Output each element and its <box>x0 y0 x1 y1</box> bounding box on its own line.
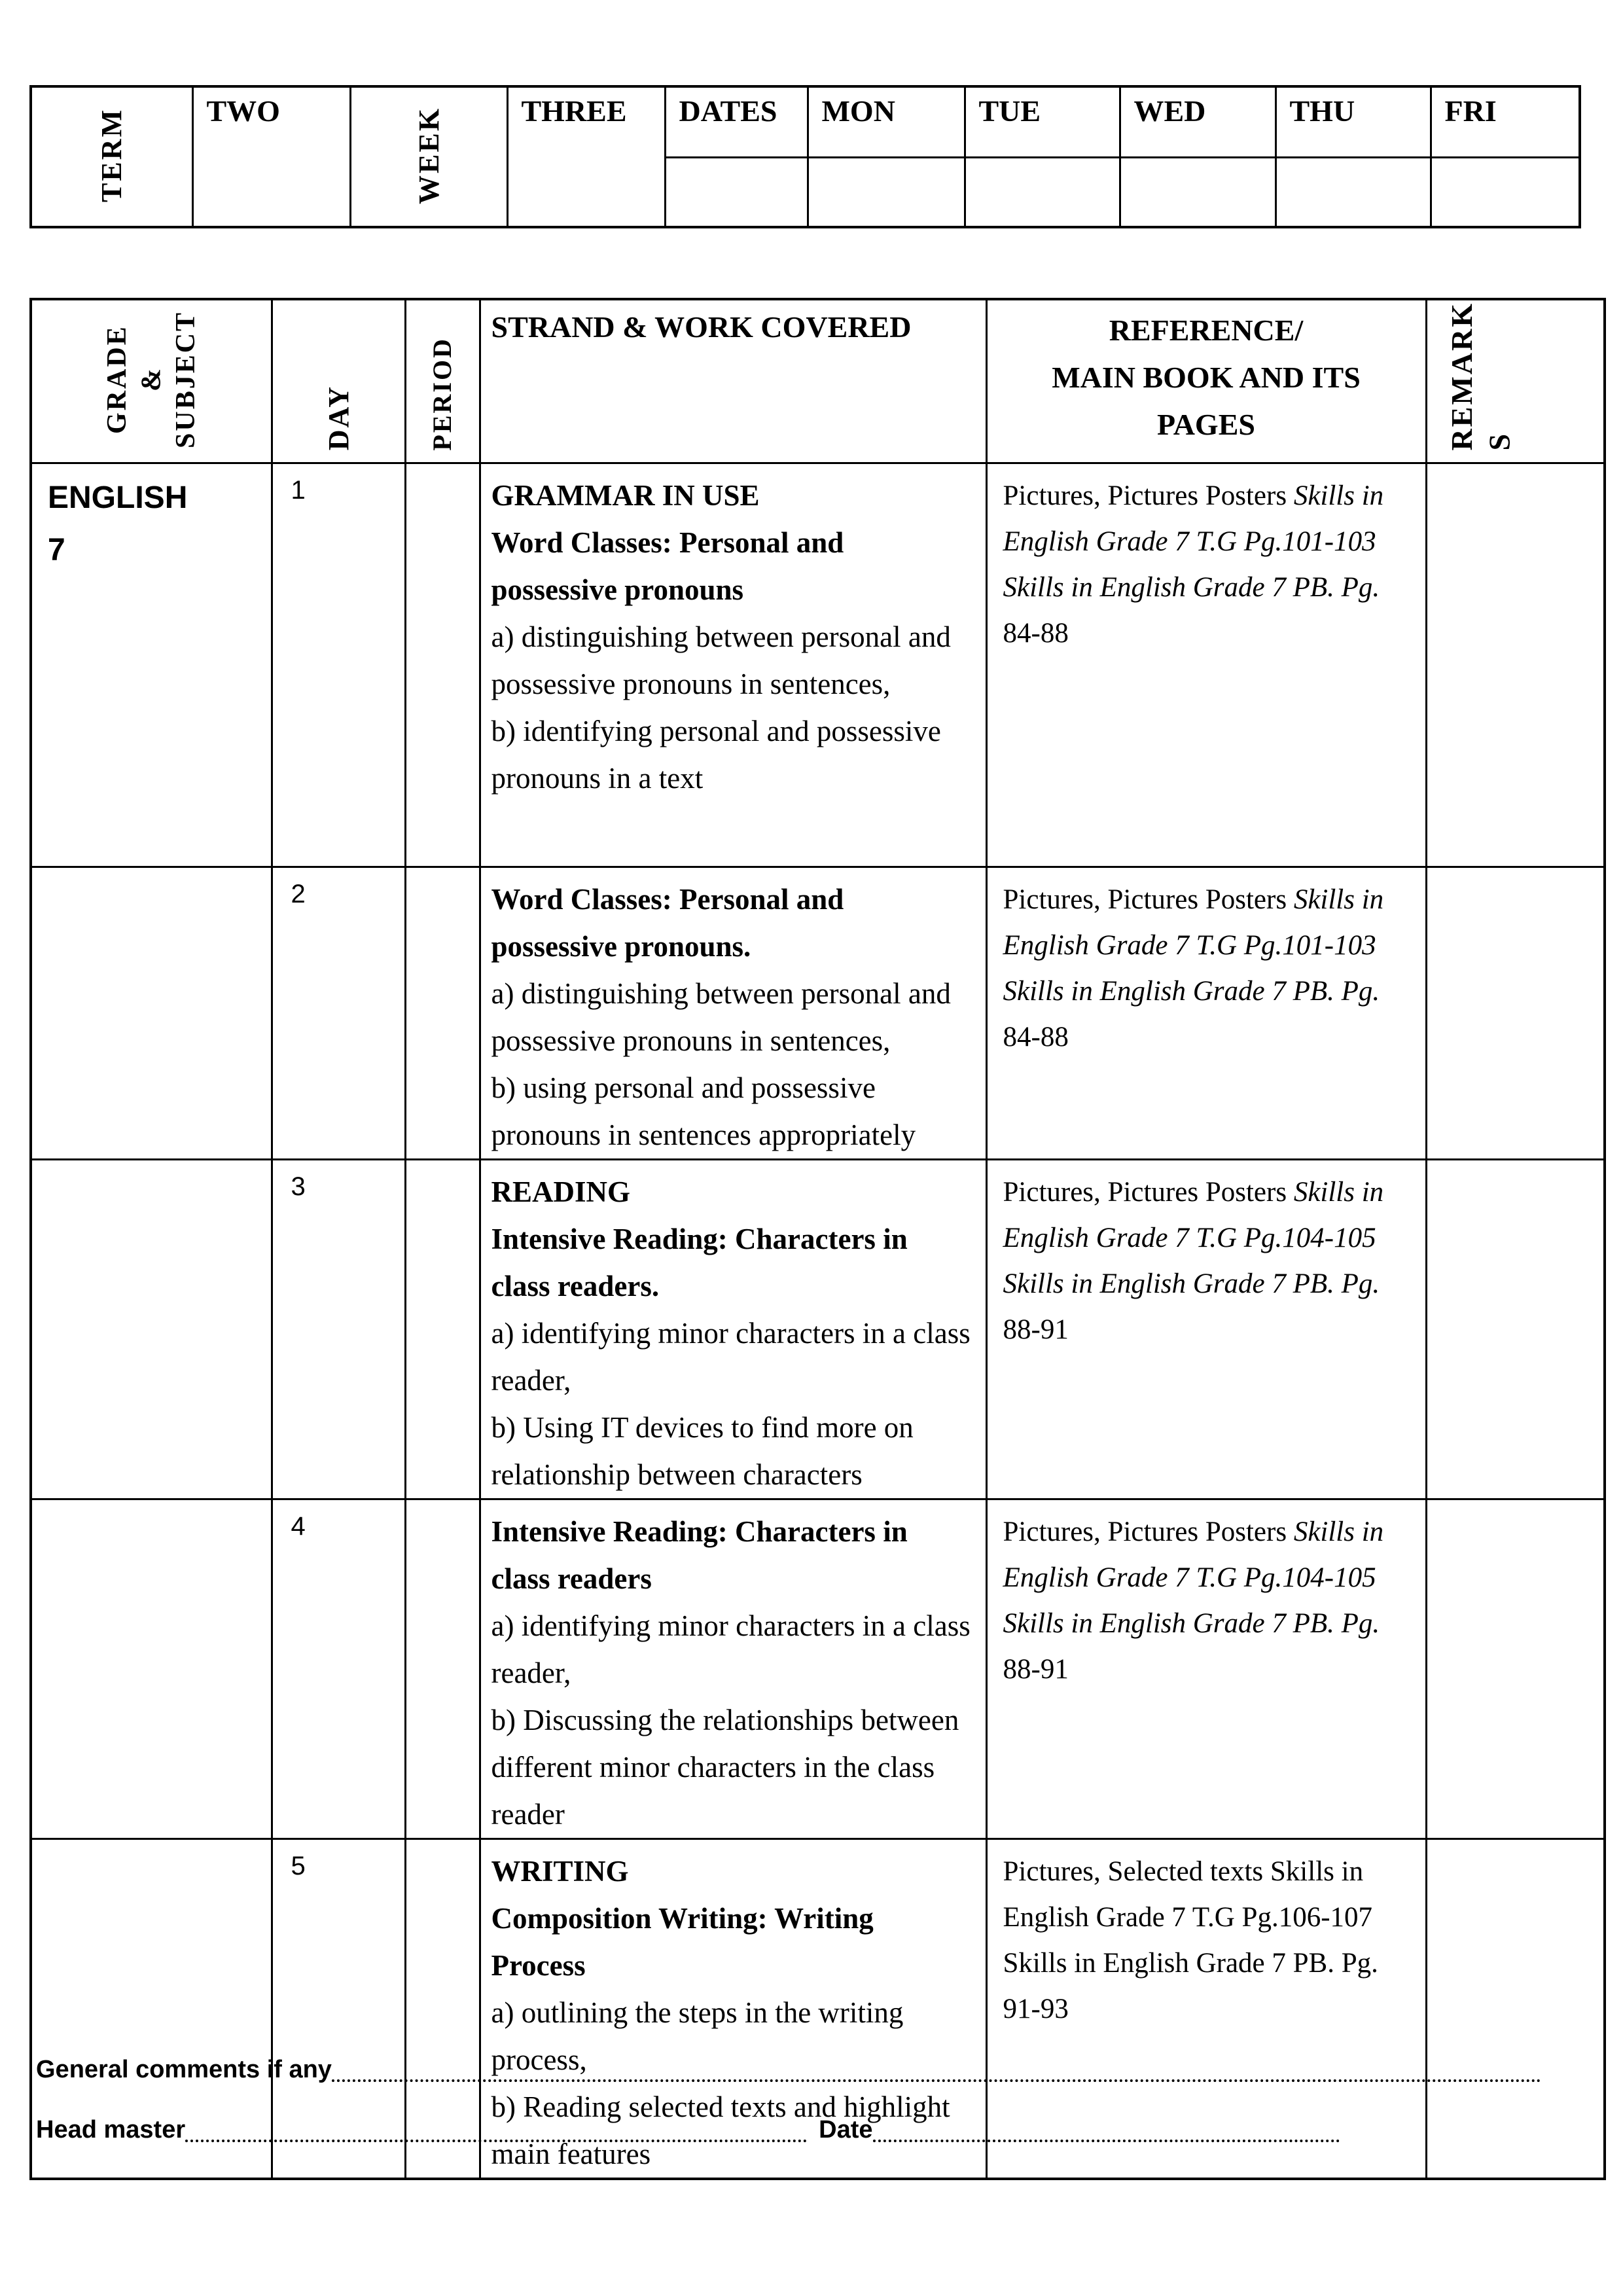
date-label: Date <box>819 2116 873 2144</box>
date-dotted-line <box>873 2117 1340 2142</box>
strand-topic: READING <box>491 1175 631 1208</box>
day-cell: 1 <box>272 463 405 867</box>
strand-topic: WRITING <box>491 1854 629 1888</box>
head-master-dotted-line <box>185 2117 807 2142</box>
strand-item-a: a) distinguishing between personal and possessive pronouns in sentences, <box>491 977 951 1057</box>
term-value: TWO <box>206 94 280 128</box>
period-cell <box>405 463 480 867</box>
grade-subject-header: GRADE & SUBJECT <box>101 310 201 448</box>
grade-subject-cell <box>31 1159 272 1499</box>
fri-value-cell <box>1431 157 1580 227</box>
remarks-cell <box>1426 1839 1605 2179</box>
tue-value-cell <box>965 157 1120 227</box>
general-comments-row <box>36 2055 1541 2085</box>
strand-cell <box>480 1499 986 1839</box>
reference-cell: Pictures, Pictures Posters Skills in English Grade 7 T.G Pg.101-103 Skills in English Grade 7 PB. Pg. 84-88 <box>986 867 1426 1159</box>
strand-header-cell <box>480 299 986 463</box>
grade-subject-cell <box>31 1499 272 1839</box>
strand-item-a: a) distinguishing between personal and possessive pronouns in sentences, <box>491 620 951 700</box>
period-cell <box>405 1159 480 1499</box>
mon-label: MON <box>821 94 895 128</box>
head-master-label: Head master <box>36 2116 186 2144</box>
mon-header-cell <box>808 86 965 157</box>
term-value-cell <box>192 86 350 227</box>
term-label: TERM <box>96 108 128 202</box>
strand-topic: Intensive Reading: Characters in class readers <box>491 1515 908 1595</box>
table-row <box>31 1159 1605 1499</box>
day-cell: 4 <box>272 1499 405 1839</box>
strand-item-b: b) using personal and possessive pronouns in sentences appropriately <box>491 1071 916 1151</box>
remarks-cell <box>1426 463 1605 867</box>
week-label: WEEK <box>412 106 445 204</box>
grade-subject-cell <box>31 867 272 1159</box>
week-header-cell <box>350 86 507 227</box>
dates-header-cell <box>665 86 808 157</box>
strand-cell <box>480 867 986 1159</box>
headmaster-date-row <box>36 2115 1340 2145</box>
strand-item-b: b) identifying personal and possessive pronouns in a text <box>491 714 941 795</box>
period-header-cell <box>405 299 480 463</box>
thu-header-cell <box>1275 86 1431 157</box>
strand-subtopic: Intensive Reading: Characters in class readers. <box>491 1222 908 1302</box>
week-value: THREE <box>521 94 627 128</box>
grade-subject-header-cell <box>31 299 272 463</box>
strand-subtopic: Composition Writing: Writing Process <box>491 1901 874 1982</box>
wed-label: WED <box>1133 94 1206 128</box>
remarks-cell <box>1426 1159 1605 1499</box>
remarks-header: REMARK S <box>1444 301 1516 451</box>
strand-item-a: a) identifying minor characters in a class reader, <box>491 1609 971 1689</box>
day-cell: 2 <box>272 867 405 1159</box>
fri-header-cell <box>1431 86 1580 157</box>
term-header-cell <box>31 86 192 227</box>
table-row <box>31 1499 1605 1839</box>
mon-value-cell <box>808 157 965 227</box>
day-header-cell <box>272 299 405 463</box>
reference-cell: Pictures, Pictures Posters Skills in English Grade 7 T.G Pg.104-105 Skills in English Grade 7 PB. Pg. 88-91 <box>986 1159 1426 1499</box>
day-cell: 5 <box>272 1839 405 2179</box>
tue-header-cell <box>965 86 1120 157</box>
reference-cell: Pictures, Selected texts Skills in English Grade 7 T.G Pg.106-107 Skills in English Grade 7 PB. Pg. 91-93 <box>986 1839 1426 2179</box>
fri-label: FRI <box>1444 94 1497 128</box>
day-header: DAY <box>322 385 355 451</box>
general-comments-dotted-line <box>332 2057 1541 2082</box>
strand-item-b: b) Using IT devices to find more on relationship between characters <box>491 1410 914 1491</box>
scheme-of-work-table <box>29 298 1606 2180</box>
reference-cell: Pictures, Pictures Posters Skills in English Grade 7 T.G Pg.104-105 Skills in English Grade 7 PB. Pg. 88-91 <box>986 1499 1426 1839</box>
main-table-header-row <box>31 299 1605 463</box>
general-comments-label: General comments if any <box>36 2056 332 2083</box>
strand-topic: GRAMMAR IN USE <box>491 478 760 512</box>
thu-label: THU <box>1289 94 1355 128</box>
strand-cell <box>480 1159 986 1499</box>
remarks-header-cell <box>1426 299 1605 463</box>
strand-cell <box>480 463 986 867</box>
term-week-dates-table <box>29 85 1581 228</box>
strand-item-a: a) outlining the steps in the writing process, <box>491 1996 904 2076</box>
wed-value-cell <box>1120 157 1275 227</box>
dates-value-cell <box>665 157 808 227</box>
remarks-cell <box>1426 867 1605 1159</box>
period-cell <box>405 867 480 1159</box>
wed-header-cell <box>1120 86 1275 157</box>
strand-item-b: b) Discussing the relationships between different minor characters in the class reader <box>491 1703 959 1831</box>
tue-label: TUE <box>978 94 1041 128</box>
dates-label: DATES <box>679 94 777 128</box>
remarks-cell <box>1426 1499 1605 1839</box>
thu-value-cell <box>1275 157 1431 227</box>
week-value-cell <box>507 86 665 227</box>
reference-cell: Pictures, Pictures Posters Skills in English Grade 7 T.G Pg.101-103 Skills in English Grade 7 PB. Pg. 84-88 <box>986 463 1426 867</box>
strand-topic: Word Classes: Personal and possessive pronouns. <box>491 882 844 963</box>
strand-item-a: a) identifying minor characters in a class reader, <box>491 1316 971 1397</box>
strand-header: STRAND & WORK COVERED <box>491 310 912 344</box>
period-cell <box>405 1499 480 1839</box>
table-row <box>31 867 1605 1159</box>
strand-subtopic: Word Classes: Personal and possessive pronouns <box>491 526 844 606</box>
top-table-header-row <box>31 86 1580 157</box>
grade-subject-cell: ENGLISH 7 <box>31 463 272 867</box>
table-row <box>31 463 1605 867</box>
reference-header-cell: REFERENCE/ MAIN BOOK AND ITS PAGES <box>986 299 1426 463</box>
period-header: PERIOD <box>427 336 457 451</box>
day-cell: 3 <box>272 1159 405 1499</box>
strand-item-b: b) Reading selected texts and highlight main features <box>491 2090 950 2170</box>
